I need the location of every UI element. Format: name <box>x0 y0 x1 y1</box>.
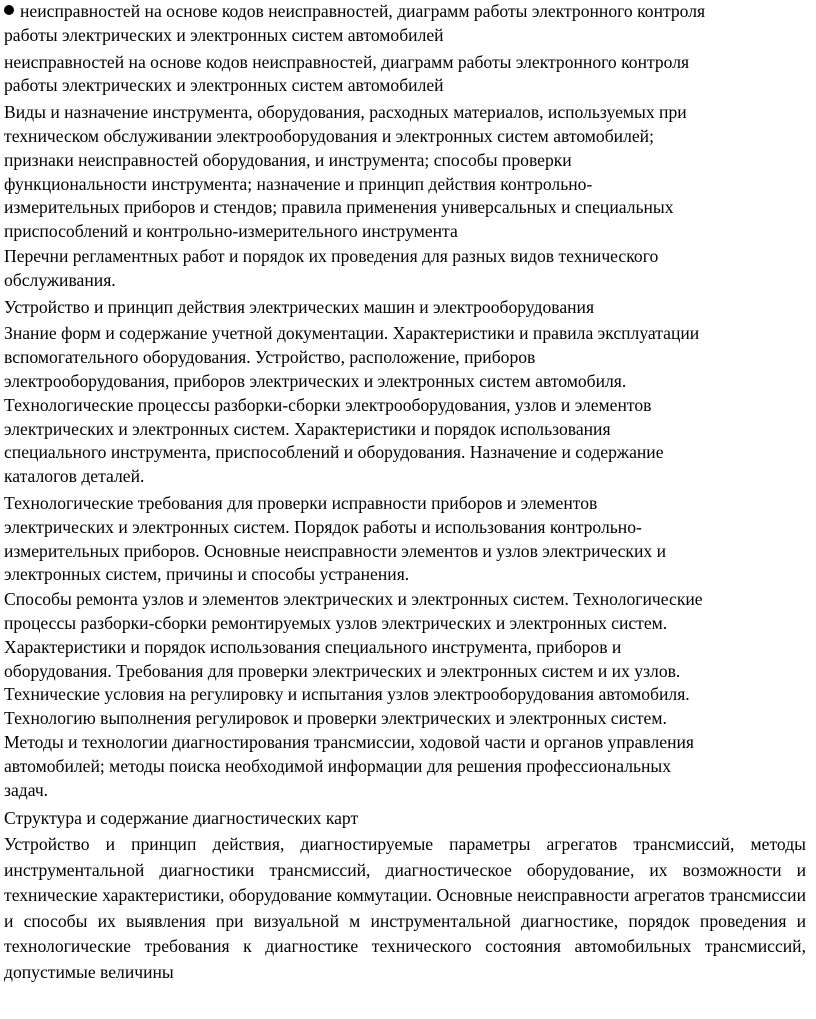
paragraph <box>4 101 806 244</box>
text-line: Технологические процессы разборки-сборки электрооборудования, узлов и элементов <box>4 394 652 415</box>
text-line: Способы ремонта узлов и элементов электрических и электронных систем. Технологические <box>4 589 703 610</box>
text-line: Технологические требования для проверки исправности приборов и элементов <box>4 492 598 513</box>
text-line: Методы и технологии диагностирования трансмиссии, ходовой части и органов управления <box>4 731 694 752</box>
text-line: Знание форм и содержание учетной документации. Характеристики и правила эксплуатации <box>4 323 700 344</box>
text-line: функциональности инструмента; назначение и принцип действия контрольно- <box>4 173 593 194</box>
paragraph-justified: Устройство и принцип действия, диагностируемые параметры агрегатов трансмиссий, методы инструментальной диагностики трансмиссий, диагностическое оборудование, их возможности и технические характеристики, оборудование коммутации. Основные неисправности агрегатов трансмиссии и способы их выявления при визуальной м инструментальной диагностике, порядок проведения и технологические требования к диагностике технического состояния автомобильных трансмиссий, допустимые величины <box>4 834 806 983</box>
paragraph <box>4 588 806 802</box>
text-line: признаки неисправностей оборудования, и инструмента; способы проверки <box>4 149 572 170</box>
text-line: электронных систем, причины и способы устранения. <box>4 564 410 585</box>
text-line: автомобилей; методы поиска необходимой информации для решения профессиональных <box>4 755 672 776</box>
text-line: Перечни регламентных работ и порядок их проведения для разных видов технического <box>4 245 659 266</box>
text-line: обслуживания. <box>4 269 116 290</box>
text-line: Характеристики и порядок использования специального инструмента, приборов и <box>4 636 622 657</box>
text-line: Устройство и принцип действия электрических машин и электрооборудования <box>4 296 595 317</box>
text-line: техническом обслуживании электрооборудования и электронных систем автомобилей; <box>4 125 654 146</box>
text-line: оборудования. Требования для проверки электрических и электронных систем и их узлов. <box>4 660 681 681</box>
text-line: Технические условия на регулировку и испытания узлов электрооборудования автомобиля. <box>4 684 690 705</box>
paragraph <box>4 296 806 320</box>
text-line: приспособлений и контрольно-измерительного инструмента <box>4 221 458 242</box>
text-line: измерительных приборов и стендов; правила применения универсальных и специальных <box>4 197 674 218</box>
text-line: измерительных приборов. Основные неисправности элементов и узлов электрических и <box>4 540 667 561</box>
text-line: задач. <box>4 779 49 800</box>
text-line: работы электрических и электронных систем автомобилей <box>4 75 444 96</box>
text-line: специального инструмента, приспособлений и оборудования. Назначение и содержание <box>4 442 664 463</box>
text-line: работы электрических и электронных систем автомобилей <box>4 24 444 45</box>
paragraph <box>4 51 806 99</box>
text-line: электрооборудования, приборов электрических и электронных систем автомобиля. <box>4 370 627 391</box>
bullet-icon <box>4 5 14 15</box>
text-line: Структура и содержание диагностических карт <box>4 808 359 829</box>
paragraph <box>4 807 806 831</box>
text-line: каталогов деталей. <box>4 466 145 487</box>
paragraph <box>4 322 806 489</box>
text-line: процессы разборки-сборки ремонтируемых узлов электрических и электронных систем. <box>4 612 668 633</box>
text-line: неисправностей на основе кодов неисправностей, диаграмм работы электронного контроля <box>4 0 806 24</box>
paragraph-bullet <box>4 0 806 48</box>
text-line: вспомогательного оборудования. Устройство, расположение, приборов <box>4 347 536 368</box>
paragraph <box>4 492 806 587</box>
text-line: электрических и электронных систем. Порядок работы и использования контрольно- <box>4 516 642 537</box>
text-line: неисправностей на основе кодов неисправностей, диаграмм работы электронного контроля <box>4 51 690 72</box>
text-line: электрических и электронных систем. Характеристики и порядок использования <box>4 418 611 439</box>
text-line: Технологию выполнения регулировок и проверки электрических и электронных систем. <box>4 708 667 729</box>
text-line: Виды и назначение инструмента, оборудования, расходных материалов, используемых при <box>4 102 687 123</box>
paragraph <box>4 245 806 293</box>
